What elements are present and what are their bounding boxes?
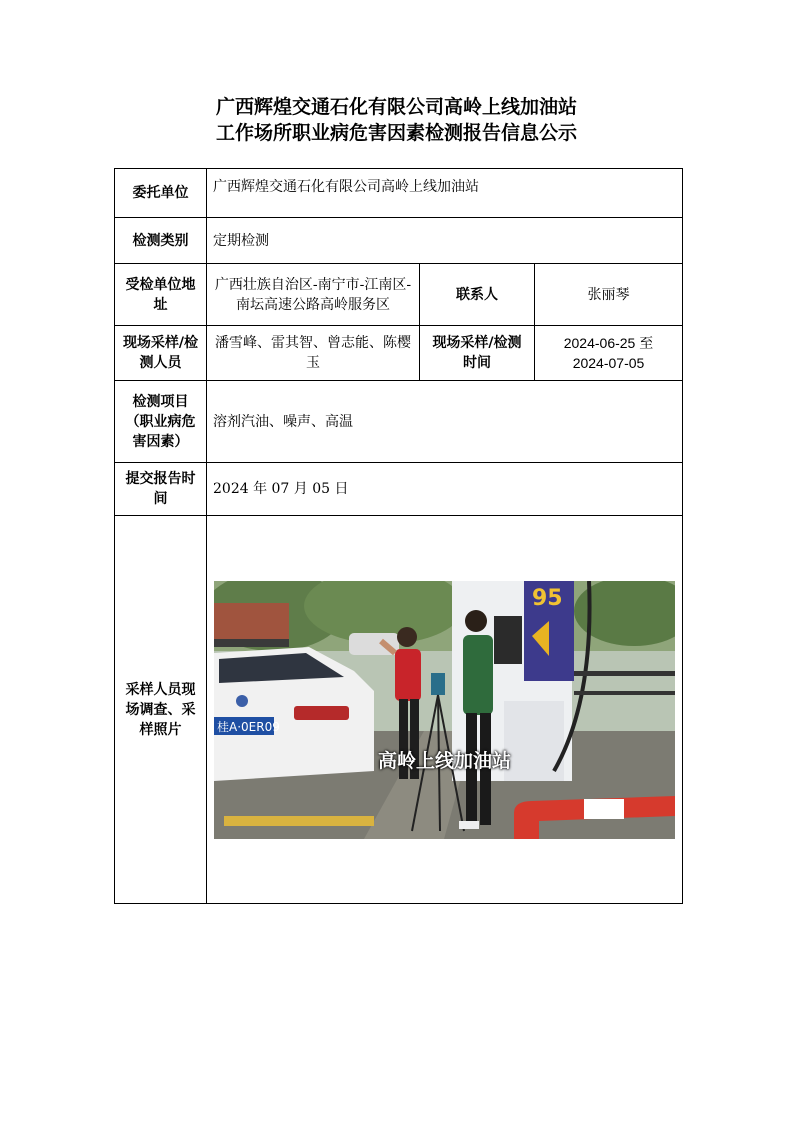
type-value: 定期检测 (207, 218, 683, 264)
report-label: 提交报告时间 (115, 463, 207, 516)
row-items (115, 381, 683, 463)
title-line-1: 广西辉煌交通石化有限公司高岭上线加油站 (215, 96, 577, 118)
time-label: 现场采样/检测时间 (420, 326, 535, 381)
site-photo (214, 581, 675, 839)
photo-wrap (213, 581, 676, 839)
pump-sign-text: 95 (532, 585, 563, 611)
photo-label: 采样人员现场调查、采样照片 (115, 516, 207, 904)
staff-value: 潘雪峰、雷其智、曾志能、陈樱玉 (207, 326, 420, 381)
time-value-end: 2024-07-05 (572, 355, 645, 371)
photo-caption: 高岭上线加油站 (377, 749, 511, 772)
row-type (115, 218, 683, 264)
client-label: 委托单位 (115, 169, 207, 218)
row-staff (115, 326, 683, 381)
address-label: 受检单位地址 (115, 264, 207, 326)
photo-illustration (214, 581, 675, 839)
address-value: 广西壮族自治区-南宁市-江南区-南坛高速公路高岭服务区 (207, 264, 420, 326)
row-photo (115, 516, 683, 904)
row-address (115, 264, 683, 326)
row-report-time (115, 463, 683, 516)
info-table (114, 168, 683, 904)
contact-label: 联系人 (420, 264, 535, 326)
contact-value: 张丽琴 (535, 264, 683, 326)
items-value: 溶剂汽油、噪声、高温 (207, 381, 683, 463)
document-title (0, 94, 793, 146)
type-label: 检测类别 (115, 218, 207, 264)
time-value-start: 2024-06-25 至 (563, 335, 654, 351)
photo-cell (207, 516, 683, 904)
title-line-2: 工作场所职业病危害因素检测报告信息公示 (215, 122, 577, 144)
row-client (115, 169, 683, 218)
plate-text: 桂A·0ER09 (217, 719, 280, 734)
report-value: 2024 年 07 月 05 日 (207, 463, 683, 516)
time-value (535, 326, 683, 381)
client-value: 广西辉煌交通石化有限公司高岭上线加油站 (207, 169, 683, 218)
items-label: 检测项目（职业病危害因素） (115, 381, 207, 463)
staff-label: 现场采样/检测人员 (115, 326, 207, 381)
